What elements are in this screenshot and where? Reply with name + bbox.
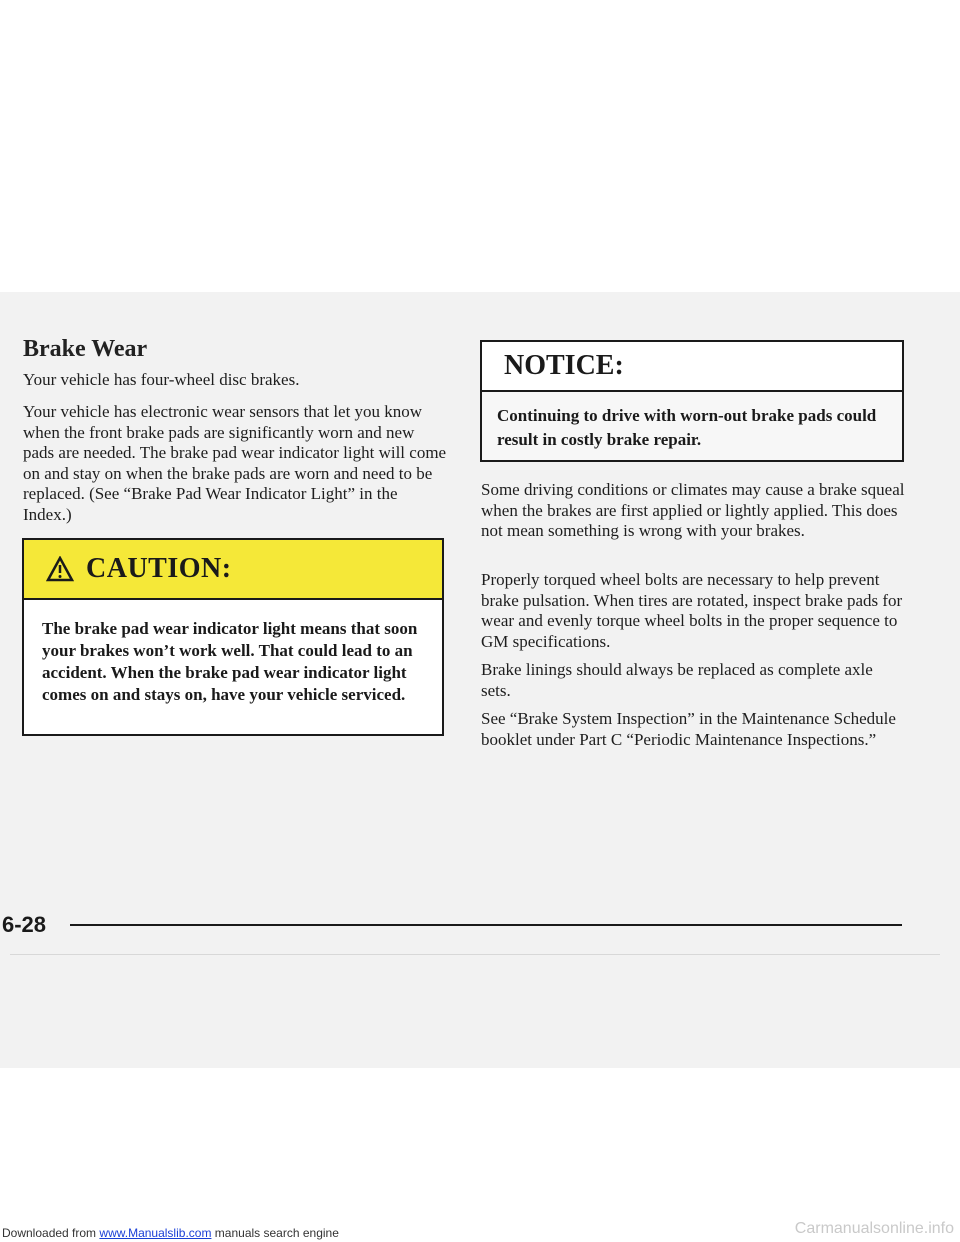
notice-header [482,342,902,392]
caution-box [22,538,444,736]
watermark-prefix: Downloaded from [2,1226,97,1240]
site-watermark: Carmanualsonline.info [794,1220,954,1237]
download-watermark [2,1226,339,1240]
notice-body: Continuing to drive with worn-out brake pads could result in costly brake repair. [497,406,877,449]
notice-box [480,340,904,462]
right-paragraph-1: Some driving conditions or climates may cause a brake squeal when the brakes are first applied or lightly applied. This does not mean something is wrong with your brakes. [481,480,905,540]
caution-header [24,540,442,600]
manualslib-link[interactable]: www.Manualslib.com [99,1226,212,1240]
caution-title: CAUTION: [86,553,232,584]
right-paragraph-3: Brake linings should always be replaced as complete axle sets. [481,660,873,700]
notice-title: NOTICE: [504,350,624,381]
section-title: Brake Wear [23,336,148,362]
scan-rule [10,954,940,955]
warning-triangle-icon [46,556,74,582]
right-paragraph-2: Properly torqued wheel bolts are necessary to help prevent brake pulsation. When tires are rotated, inspect brake pads for wear and evenly torque wheel bolts in the proper sequence to GM specifications. [481,570,903,651]
watermark-suffix: manuals search engine [214,1226,339,1240]
page-number: 6-28 [2,912,47,937]
right-paragraph-4: See “Brake System Inspection” in the Maintenance Schedule booklet under Part C “Periodic Maintenance Inspections.” [481,709,896,749]
left-paragraph-2: Your vehicle has electronic wear sensors that let you know when the front brake pads are significantly worn and new pads are needed. The brake pad wear indicator light will come on and stay on when the brake pads are worn and need to be replaced. (See “Brake Pad Wear Indicator Light” in the Index.) [23,402,447,524]
caution-body: The brake pad wear indicator light means that soon your brakes won’t work well. That could lead to an accident. When the brake pad wear indicator light comes on and stays on, have your vehicle serviced. [42,619,418,704]
left-paragraph-1: Your vehicle has four-wheel disc brakes. [23,370,300,389]
footer-rule [70,924,902,926]
